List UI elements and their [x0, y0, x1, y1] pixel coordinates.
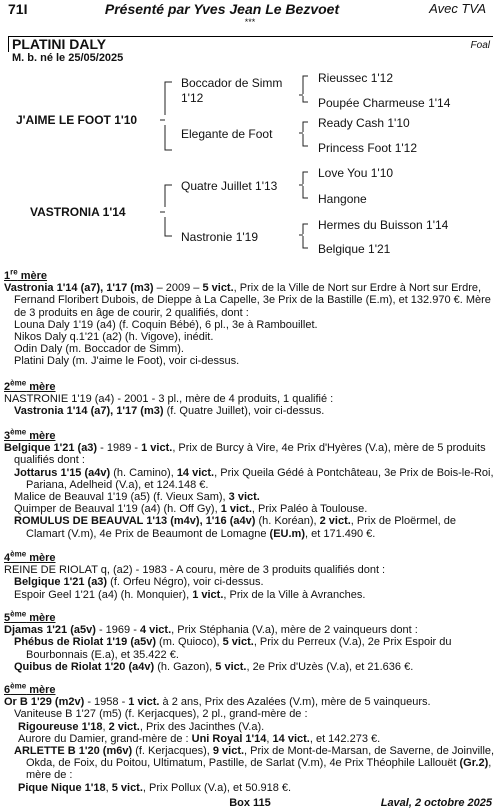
dam-record: Djamas 1'21 (a5v) - 1969 - 4 vict., Prix Stéphania (V.a), mère de 2 vainqueurs dont :	[4, 624, 418, 637]
great-grandparent-3: Ready Cash 1'10	[318, 116, 410, 130]
header-stars: ***	[244, 17, 256, 27]
section-second-dam	[4, 378, 496, 418]
great-grandparent-1: Rieussec 1'12	[318, 71, 393, 85]
section-fifth-dam	[4, 609, 496, 673]
great-grandparent-8: Belgique 1'21	[318, 242, 391, 256]
produce-line: Belgique 1'21 (a3) (f. Orfeu Négro), voir ci-dessus.	[14, 576, 264, 589]
section-title: 1re mère	[4, 267, 48, 282]
produce-line: Nikos Daly q.1'21 (a2) (h. Vigove), inédit.	[14, 331, 214, 344]
box-number: Box 115	[229, 797, 271, 809]
great-grandparent-2: Poupée Charmeuse 1'14	[318, 96, 451, 110]
produce-line: Quimper de Beauval 1'19 (a4) (h. Off Gy), 1 vict., Prix Paléo à Toulouse.	[14, 503, 368, 516]
produce-line: Platini Daly (m. J'aime le Foot), voir ci-dessus.	[14, 355, 240, 368]
produce-line: Aurore du Damier, grand-mère de : Uni Royal 1'14, 14 vict., et 142.273 €.	[18, 732, 381, 745]
produce-line: Louna Daly 1'19 (a4) (f. Coquin Bébé), 6 pl., 3e à Rambouillet.	[14, 318, 318, 331]
dam-record: Belgique 1'21 (a3) - 1989 - 1 vict., Prix de Burcy à Vire, 4e Prix d'Hyères (V.a), mère de 5 produits qualifiés dont :	[4, 442, 486, 467]
produce-line: Quibus de Riolat 1'20 (a4v) (h. Gazon), 5 vict., 2e Prix d'Uzès (V.a), et 21.636 €.	[14, 660, 414, 673]
produce-line: Pique Nique 1'18, 5 vict., Prix Pollux (V.a), et 50.918 €.	[18, 781, 292, 794]
grandsire-maternal: Quatre Juillet 1'13	[181, 179, 278, 193]
grandsire-paternal: Boccador de Simm	[181, 76, 283, 90]
great-grandparent-5: Love You 1'10	[318, 166, 394, 180]
section-title: 5ème mère	[4, 609, 56, 624]
section-title: 3ème mère	[4, 427, 56, 442]
horse-category: Foal	[470, 40, 490, 51]
produce-line: Odin Daly (m. Boccador de Simm).	[14, 343, 184, 356]
great-grandparent-7: Hermes du Buisson 1'14	[318, 218, 449, 232]
dam-record: NASTRONIE 1'19 (a4) - 2001 - 3 pl., mère de 4 produits, 1 qualifié :	[4, 393, 334, 406]
dam-record: REINE DE RIOLAT q, (a2) - 1983 - A couru, mère de 3 produits qualifiés dont :	[4, 564, 386, 577]
produce-line: Jottarus 1'15 (a4v) (h. Camino), 14 vict., Prix Queila Gédé à Pontchâteau, 3e Prix de Bois-le-Roi, Pariana, Adelheid (V.a), et 124.148 €.	[14, 466, 494, 491]
dam: VASTRONIA 1'14	[30, 205, 126, 219]
produce-line: Rigoureuse 1'18, 2 vict., Prix des Jacinthes (V.a).	[18, 720, 265, 733]
dam-record: Vastronia 1'14 (a7), 1'17 (m3) – 2009 – 5 vict., Prix de la Ville de Nort sur Erdre à Nort sur Erdre, Fernand Floribert Dubois, de Dieppe à La Capelle, 3e Prix de la Bastille (E.m), et 132.970 €. Mère de 3 produits en âge de courir, 2 qualifiés, dont :	[4, 282, 491, 319]
sire: J'AIME LE FOOT 1'10	[16, 113, 138, 127]
birth-line: M. b. né le 25/05/2025	[12, 52, 124, 64]
section-title: 6ème mère	[4, 681, 56, 696]
produce-line: ARLETTE B 1'20 (m6v) (f. Kerjacques), 9 vict., Prix de Mont-de-Marsan, de Saverne, de Joinville, Okda, de Foix, du Poitou, Ultimatum, Pastille, de Sarlat (V.m), 4e Prix Théophile Lallouët (Gr.2), mère de :	[14, 745, 495, 782]
great-grandparent-6: Hangone	[318, 192, 367, 206]
lot-number: 71I	[8, 1, 28, 17]
section-sixth-dam	[4, 681, 496, 794]
presenter-line: Présenté par Yves Jean Le Bezvoet	[104, 1, 340, 17]
section-third-dam	[4, 427, 496, 540]
produce-line: Vastronia 1'14 (a7), 1'17 (m3) (f. Quatre Juillet), voir ci-dessus.	[14, 405, 325, 418]
horse-name: PLATINI DALY	[12, 36, 107, 52]
produce-line: Vaniteuse B 1'27 (m5) (f. Kerjacques), 2 pl., grand-mère de :	[14, 708, 308, 721]
great-grandparent-4: Princess Foot 1'12	[318, 141, 418, 155]
sale-date: Laval, 2 octobre 2025	[380, 797, 492, 809]
section-title: 4ème mère	[4, 549, 56, 564]
dam-record: Or B 1'29 (m2v) - 1958 - 1 vict. à 2 ans, Prix des Azalées (V.m), mère de 5 vainqueurs.	[4, 696, 431, 709]
grandsire-paternal-record: 1'12	[181, 91, 204, 105]
produce-line: Phébus de Riolat 1'19 (a5v) (m. Quioco), 5 vict., Prix du Perreux (V.a), 2e Prix Espoir du Bourbonnais (E.a), et 35.422 €.	[14, 636, 452, 661]
produce-line: Malice de Beauval 1'19 (a5) (f. Vieux Sam), 3 vict.	[14, 491, 260, 504]
section-title: 2ème mère	[4, 378, 56, 393]
section-fourth-dam	[4, 549, 496, 601]
granddam-paternal: Elegante de Foot	[181, 127, 273, 141]
produce-line: ROMULUS DE BEAUVAL 1'13 (m4v), 1'16 (a4v) (h. Koréan), 2 vict., Prix de Ploërmel, de Clamart (V.m), 4e Prix de Beaumont de Lomagne (EU.m), et 171.490 €.	[14, 515, 456, 540]
granddam-maternal: Nastronie 1'19	[181, 230, 259, 244]
produce-line: Espoir Geel 1'21 (a4) (h. Monquier), 1 vict., Prix de la Ville à Avranches.	[14, 588, 366, 601]
vat-note: Avec TVA	[429, 1, 486, 16]
section-first-dam	[4, 267, 496, 368]
